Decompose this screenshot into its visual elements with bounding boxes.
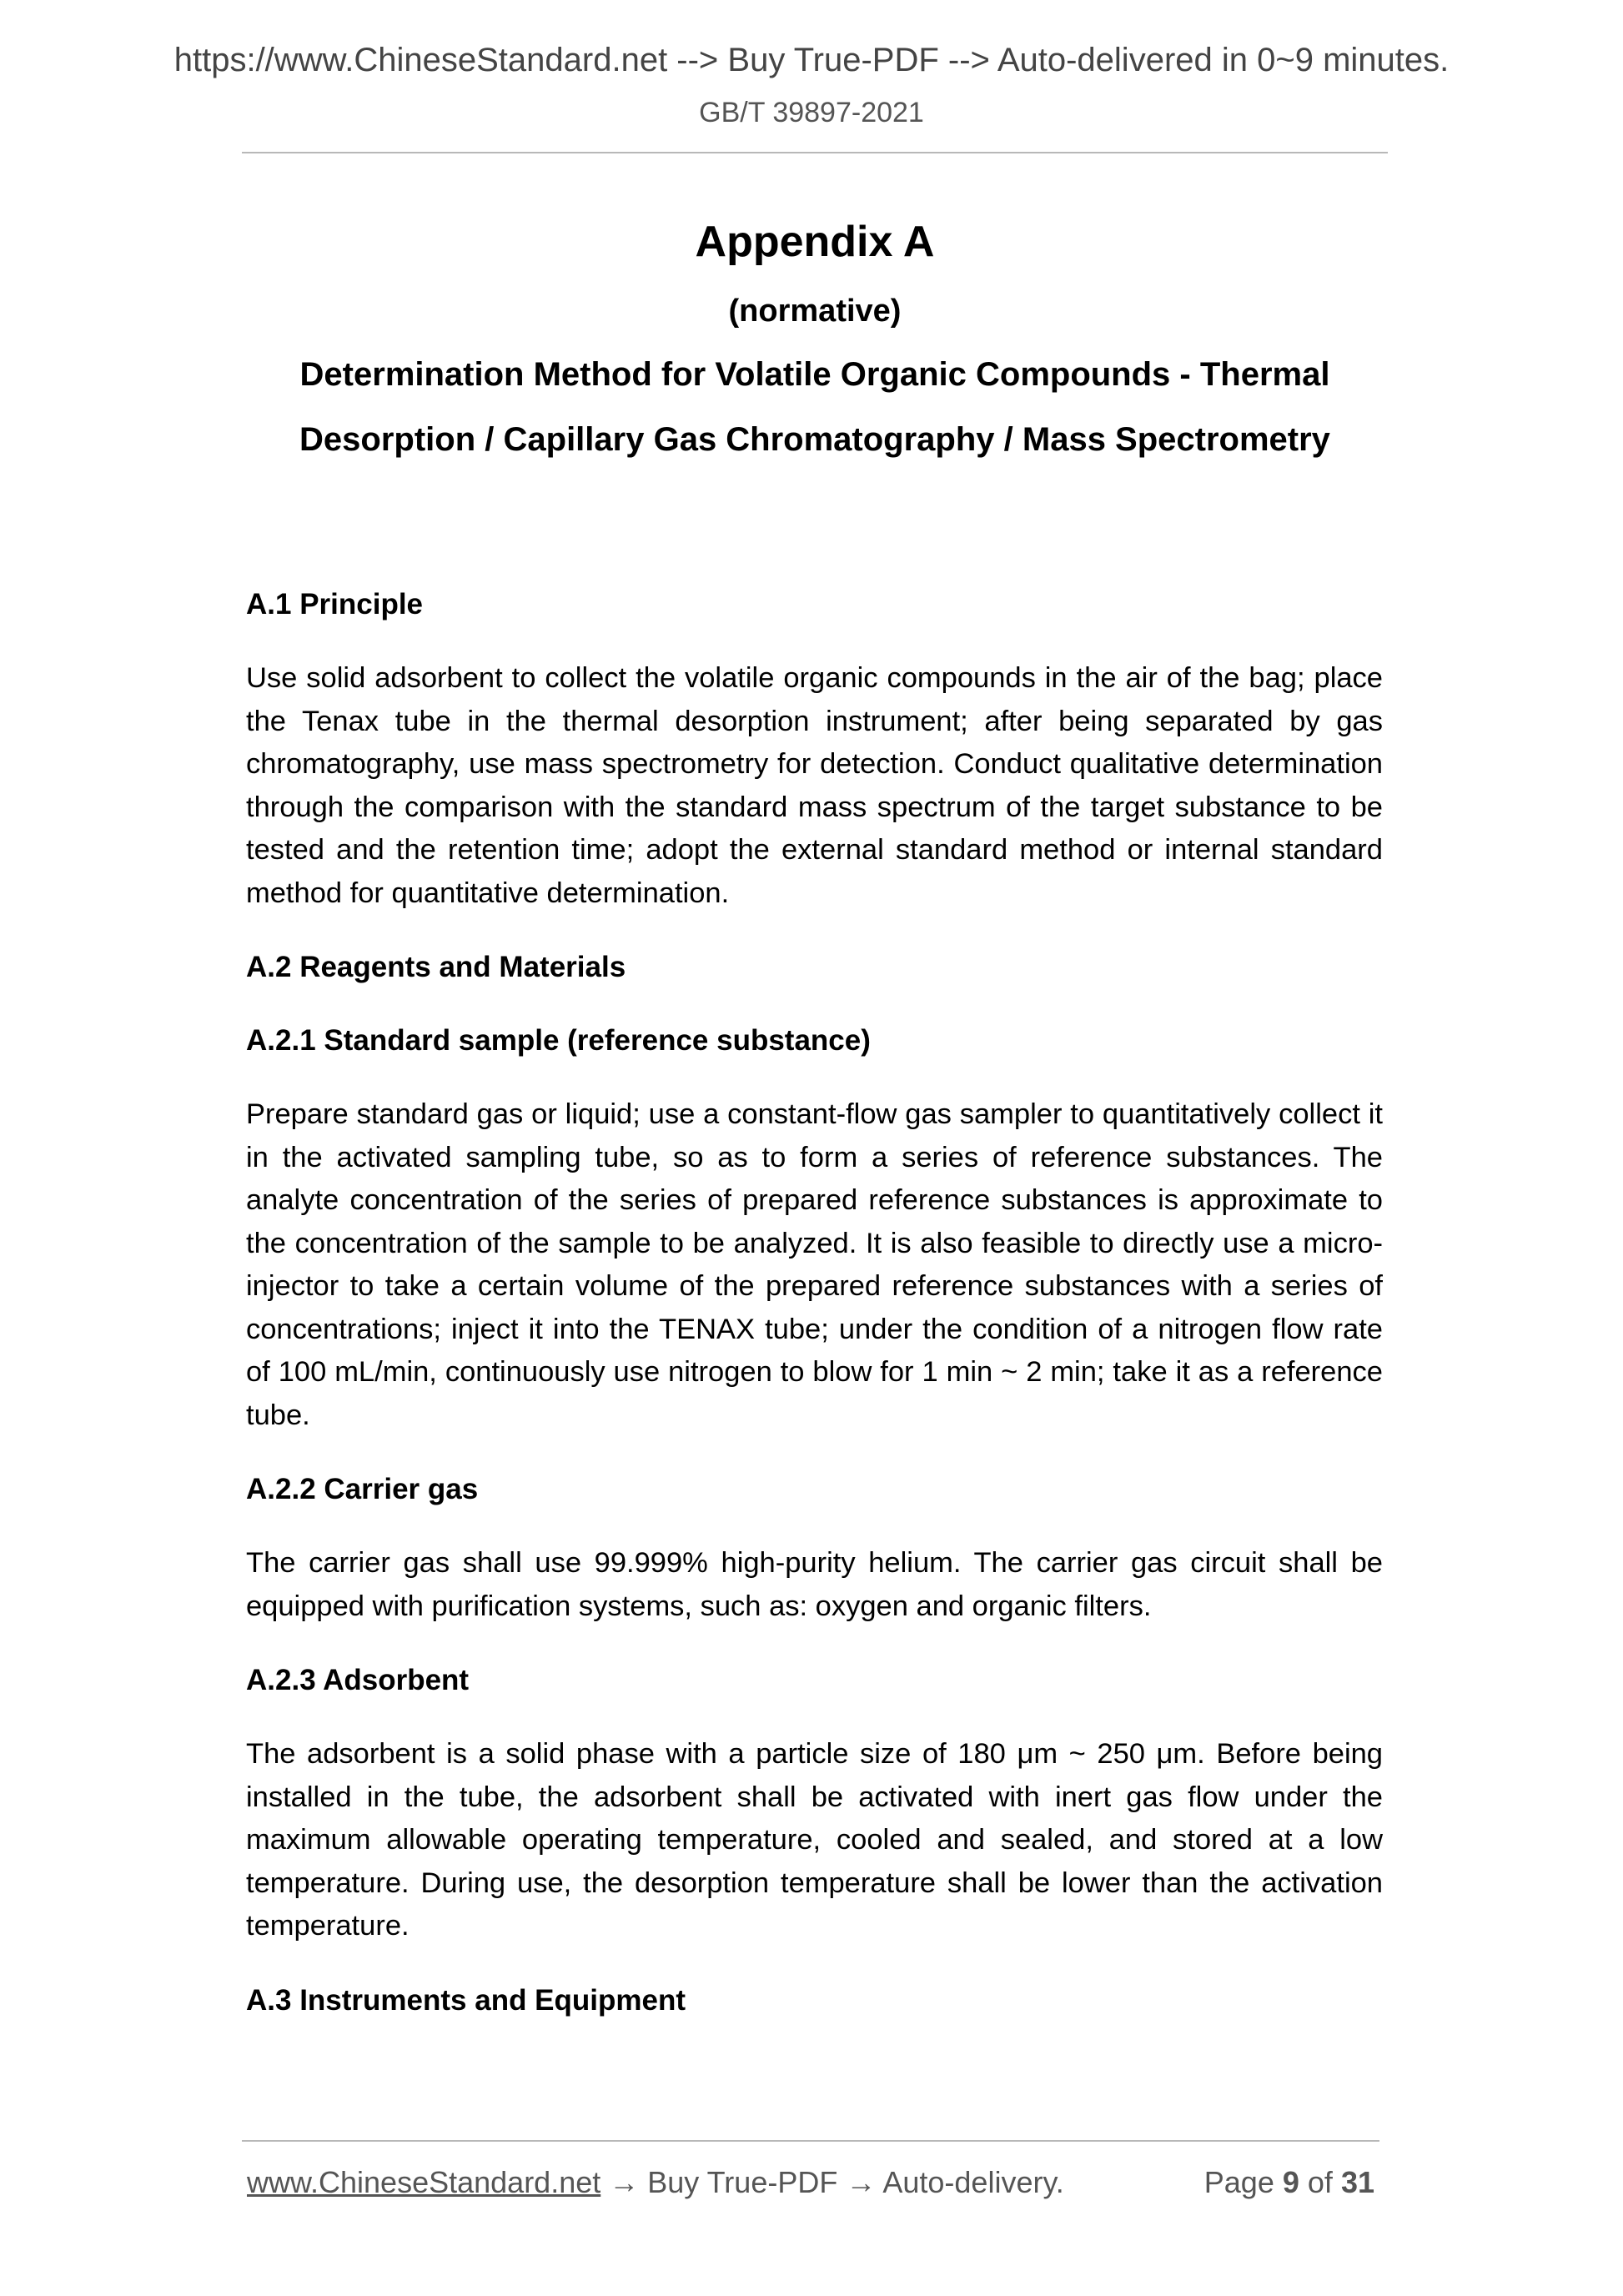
site-link[interactable]: www.ChineseStandard.net <box>247 2165 601 2199</box>
standard-code: GB/T 39897-2021 <box>699 97 924 128</box>
footer-promo <box>247 2165 1064 2200</box>
delivery-text: Auto-delivery. <box>882 2165 1064 2199</box>
page-label: Page <box>1203 2165 1274 2199</box>
appendix-title: Appendix A <box>695 218 935 266</box>
arrow-icon: → <box>600 2165 648 2199</box>
page-number: 9 <box>1282 2165 1299 2199</box>
appendix-subtitle-line-1: Determination Method for Volatile Organic Compounds - Thermal <box>299 356 1330 393</box>
appendix-kind: (normative) <box>728 294 902 329</box>
page-indicator <box>1204 2165 1374 2200</box>
section-text-a2-1: Prepare standard gas or liquid; use a constant-flow gas sampler to quantitatively collect it in the activated sampling tube, so as to form a series of reference substances. The analyte concentration of the series of prepared reference substances is approximate to the concentration of the sample to be analyzed. It is also feasible to directly use a micro-injector to take a certain volume of the prepared reference substances with a series of concentrations; inject it into the TENAX tube; under the condition of a nitrogen flow rate of 100 mL/min, continuously use nitrogen to blow for 1 min ~ 2 min; take it as a reference tube. <box>246 1098 1383 1431</box>
section-heading-a2: A.2 Reagents and Materials <box>246 951 626 983</box>
arrow-icon: → <box>837 2165 883 2199</box>
source-banner: https://www.ChineseStandard.net --> Buy True-PDF --> Auto-delivered in 0~9 minutes. <box>173 42 1450 78</box>
section-heading-a3: A.3 Instruments and Equipment <box>246 1983 686 2017</box>
section-text-a2-3: The adsorbent is a solid phase with a particle size of 180 μm ~ 250 μm. Before being installed in the tube, the adsorbent shall be activated with inert gas flow under the maximum allowable operating temperature, cooled and sealed, and stored at a low temperature. During use, the desorption temperature shall be lower than the activation temperature. <box>246 1738 1383 1942</box>
appendix-subtitle <box>242 342 1388 472</box>
section-heading-a2-2: A.2.2 Carrier gas <box>246 1473 479 1505</box>
total-pages: 31 <box>1340 2165 1374 2199</box>
section-text-a2-2: The carrier gas shall use 99.999% high-purity helium. The carrier gas circuit shall be equipped with purification systems, such as: oxygen and organic filters. <box>246 1547 1383 1622</box>
document-body <box>246 584 1383 2053</box>
of-label: of <box>1307 2165 1333 2199</box>
section-heading-a2-1: A.2.1 Standard sample (reference substance) <box>246 1024 871 1057</box>
footer-divider <box>242 2140 1379 2142</box>
buy-text: Buy True-PDF <box>647 2165 838 2199</box>
section-heading-a2-3: A.2.3 Adsorbent <box>246 1664 470 1696</box>
section-text-a1: Use solid adsorbent to collect the volatile organic compounds in the air of the bag; place the Tenax tube in the thermal desorption instrument; after being separated by gas chromatography, use mass spectrometry for detection. Conduct qualitative determination through the comparison with the standard mass spectrum of the target substance to be tested and the retention time; adopt the external standard method or internal standard method for quantitative determination. <box>246 662 1383 909</box>
appendix-subtitle-line-2: Desorption / Capillary Gas Chromatography / Mass Spectrometry <box>299 421 1330 458</box>
appendix-title-block <box>242 215 1388 472</box>
header-divider <box>242 152 1388 153</box>
section-heading-a1: A.1 Principle <box>246 588 424 620</box>
